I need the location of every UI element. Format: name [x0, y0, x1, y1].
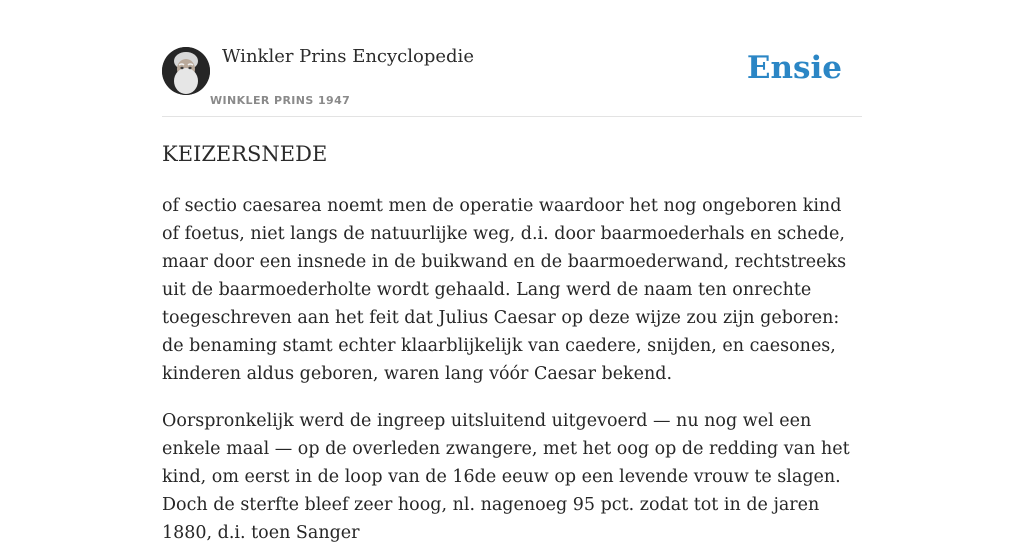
page-container — [162, 0, 862, 543]
header — [162, 0, 862, 117]
ensie-logo[interactable]: Ensie — [746, 50, 842, 86]
article-title: KEIZERSNEDE — [162, 142, 328, 166]
publication-subtitle: WINKLER PRINS 1947 — [210, 94, 351, 107]
bearded-man-portrait-icon — [162, 47, 210, 95]
article-paragraph-1: of sectio caesarea noemt men de operatie waardoor het nog ongeboren kind of foetus, niet langs de natuurlijke weg, d.i. door baarmoederhals en schede, maar door een insnede in de buikwand en de baarmoederwand, rechtstreeks uit de baarmoederholte wordt gehaald. Lang werd de naam ten onrechte toegeschreven aan het feit dat Julius Caesar op deze wijze zou zijn geboren: de benaming stamt echter klaarblijkelijk van caedere, snijden, en caesones, kinderen aldus geboren, waren lang vóór Caesar bekend. — [162, 196, 847, 384]
publication-title[interactable]: Winkler Prins Encyclopedie — [222, 46, 474, 67]
article-paragraph-2: Oorspronkelijk werd de ingreep uitsluitend uitgevoerd — nu nog wel een enkele maal — op de overleden zwangere, met het oog op de redding van het kind, om eerst in de loop van de 16de eeuw op een levende vrouw te slagen. Doch de sterfte bleef zeer hoog, nl. nagenoeg 95 pct. zodat tot in de jaren 1880, d.i. toen Sanger — [162, 411, 850, 543]
author-avatar[interactable] — [162, 47, 210, 95]
